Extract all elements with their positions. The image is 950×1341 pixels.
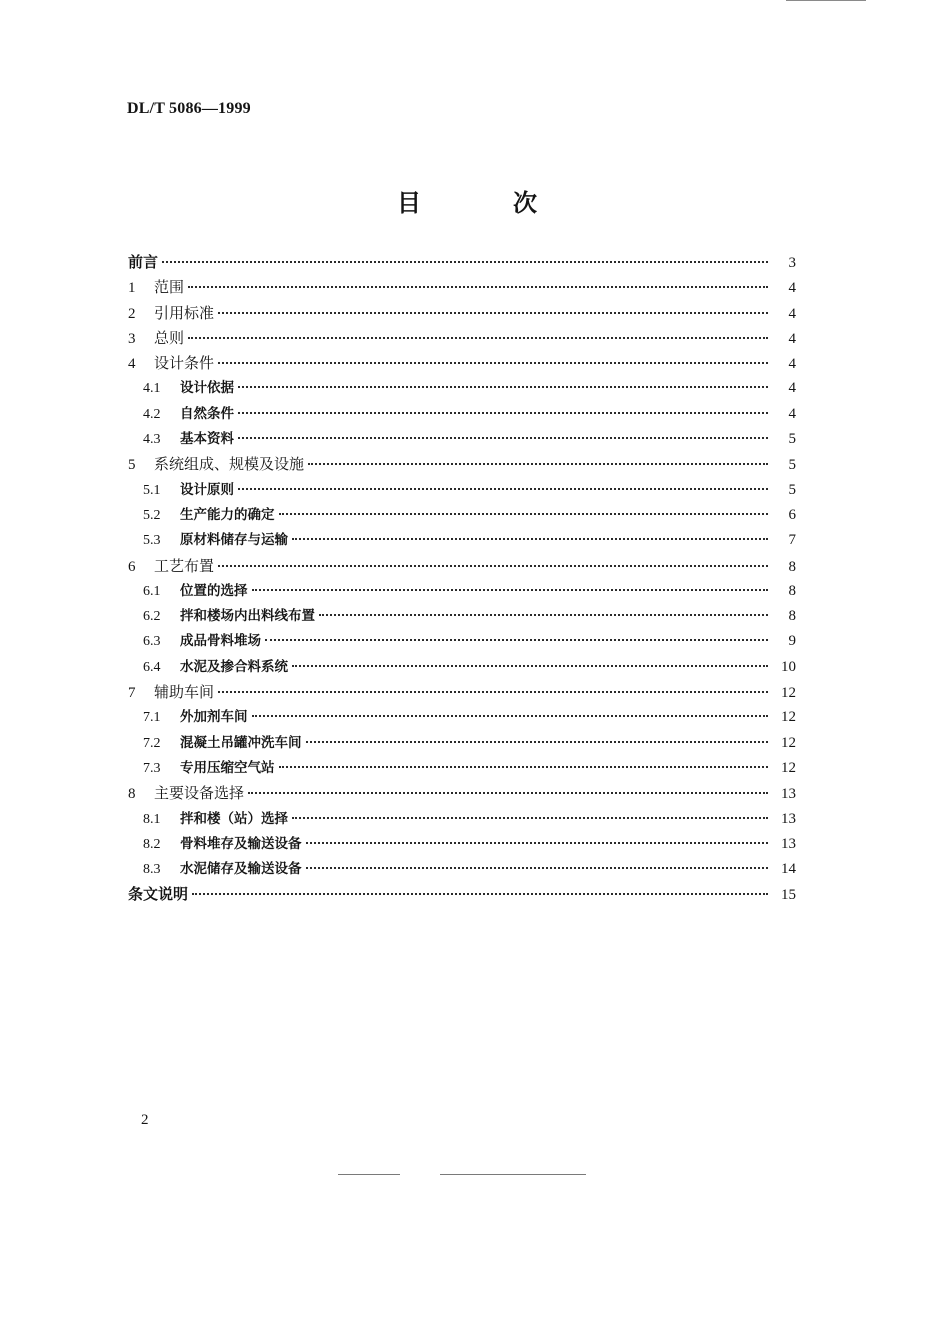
toc-entry-number: 7 (128, 685, 136, 702)
toc-entry-label: 基本资料 (180, 431, 234, 448)
toc-entry-page: 13 (781, 786, 796, 803)
toc-entry-label: 前言 (128, 253, 159, 271)
toc-entry (128, 554, 796, 579)
toc-entry (128, 250, 796, 275)
toc-entry-label: 设计条件 (154, 354, 215, 373)
toc-entry-page: 5 (788, 457, 796, 474)
toc-leader-dots (308, 462, 768, 465)
scan-artifact-line (338, 1174, 400, 1175)
toc-entry (128, 604, 796, 629)
toc-leader-dots (218, 311, 768, 314)
toc-entry (128, 655, 796, 680)
toc-entry-label: 水泥及掺合料系统 (180, 658, 288, 675)
toc-entry-page: 4 (788, 380, 796, 397)
toc-entry (128, 882, 796, 907)
toc-leader-dots (218, 690, 768, 693)
toc-entry-number: 4.1 (143, 381, 161, 397)
toc-entry (128, 731, 796, 756)
toc-entry-page: 4 (788, 330, 796, 347)
toc-entry-page: 7 (788, 532, 796, 549)
toc-entry-number: 5.3 (143, 533, 161, 549)
toc-entry (128, 351, 796, 376)
toc-leader-dots (238, 411, 768, 414)
toc-entry-page: 4 (788, 280, 796, 297)
toc-entry-label: 骨料堆存及输送设备 (180, 835, 302, 852)
toc-entry-number: 7.2 (143, 735, 161, 751)
toc-entry-number: 1 (128, 280, 136, 297)
toc-entry-number: 6 (128, 558, 136, 575)
scan-artifact-line (786, 0, 866, 1)
toc-leader-dots (162, 260, 768, 263)
toc-entry (128, 756, 796, 781)
toc-entry-number: 6.1 (143, 583, 161, 599)
toc-entry-number: 8.1 (143, 811, 161, 827)
toc-entry (128, 781, 796, 806)
toc-entry-number: 8 (128, 786, 136, 803)
toc-entry-number: 6.3 (143, 634, 161, 650)
toc-entry-page: 12 (781, 709, 796, 726)
toc-entry-page: 5 (788, 431, 796, 448)
toc-entry-page: 5 (788, 481, 796, 498)
toc-entry-label: 设计原则 (180, 481, 234, 498)
toc-leader-dots (306, 841, 769, 844)
toc-entry-number: 5.1 (143, 482, 161, 498)
toc-entry (128, 629, 796, 654)
toc-entry (128, 503, 796, 528)
toc-leader-dots (292, 537, 768, 540)
toc-entry-label: 拌和楼场内出料线布置 (180, 608, 315, 625)
toc-entry-number: 4.3 (143, 432, 161, 448)
toc-leader-dots (319, 613, 768, 616)
toc-entry-label: 生产能力的确定 (180, 506, 275, 523)
toc-entry-page: 12 (781, 759, 796, 776)
toc-entry-number: 7.1 (143, 710, 161, 726)
toc-leader-dots (218, 564, 768, 567)
toc-leader-dots (306, 866, 769, 869)
toc-entry-page: 4 (788, 356, 796, 373)
page-title (397, 183, 537, 218)
toc-leader-dots (306, 740, 769, 743)
toc-entry-number: 4 (128, 356, 136, 373)
toc-entry-page: 10 (781, 658, 796, 675)
toc-entry-number: 2 (128, 305, 136, 322)
toc-entry-label: 工艺布置 (154, 556, 215, 575)
toc-entry-label: 水泥储存及输送设备 (180, 861, 302, 878)
toc-entry (128, 402, 796, 427)
toc-entry (128, 705, 796, 730)
toc-entry-label: 原材料储存与运输 (180, 532, 288, 549)
toc-entry (128, 376, 796, 401)
toc-entry-page: 8 (788, 558, 796, 575)
title-char-2: 次 (513, 189, 537, 217)
toc-entry-page: 8 (788, 582, 796, 599)
toc-entry-label: 拌和楼（站）选择 (180, 810, 288, 827)
toc-leader-dots (279, 512, 769, 515)
toc-leader-dots (248, 791, 768, 794)
toc-entry-page: 13 (781, 810, 796, 827)
toc-entry-label: 专用压缩空气站 (180, 759, 275, 776)
toc-entry-label: 辅助车间 (154, 683, 215, 702)
toc-entry (128, 579, 796, 604)
toc-leader-dots (238, 385, 768, 388)
toc-entry-label: 设计依据 (180, 380, 234, 397)
toc-entry-page: 14 (781, 861, 796, 878)
title-char-1: 目 (397, 189, 421, 217)
toc-entry (128, 857, 796, 882)
toc-entry-page: 13 (781, 835, 796, 852)
toc-entry (128, 326, 796, 351)
toc-entry-label: 外加剂车间 (180, 709, 248, 726)
toc-entry-page: 4 (788, 405, 796, 422)
toc-leader-dots (192, 892, 768, 895)
toc-leader-dots (279, 765, 769, 768)
toc-entry-page: 3 (788, 255, 796, 271)
toc-entry-page: 12 (781, 685, 796, 702)
toc-entry-label: 成品骨料堆场 (180, 633, 261, 650)
toc-entry (128, 275, 796, 300)
toc-leader-dots (292, 816, 768, 819)
toc-entry (128, 528, 796, 553)
toc-entry-label: 引用标准 (154, 303, 215, 322)
toc-entry (128, 807, 796, 832)
toc-entry-number: 8.2 (143, 836, 161, 852)
toc-entry (128, 301, 796, 326)
toc-entry-page: 15 (781, 887, 796, 904)
toc-leader-dots (238, 487, 768, 490)
toc-entry-number: 5.2 (143, 507, 161, 523)
toc-entry (128, 478, 796, 503)
toc-leader-dots (188, 285, 768, 288)
toc-entry-number: 3 (128, 330, 136, 347)
scan-artifact-line (440, 1174, 586, 1175)
table-of-contents (128, 250, 796, 908)
toc-entry-label: 总则 (154, 328, 185, 347)
toc-leader-dots (292, 664, 768, 667)
toc-entry-page: 6 (788, 506, 796, 523)
toc-entry (128, 832, 796, 857)
toc-entry-label: 自然条件 (180, 405, 234, 422)
toc-leader-dots (218, 361, 768, 364)
toc-entry-number: 4.2 (143, 406, 161, 422)
toc-entry-label: 混凝土吊罐冲洗车间 (180, 734, 302, 751)
toc-entry-number: 7.3 (143, 760, 161, 776)
toc-entry-page: 8 (788, 608, 796, 625)
toc-leader-dots (238, 436, 768, 439)
toc-entry (128, 427, 796, 452)
toc-leader-dots (188, 336, 768, 339)
toc-entry-number: 5 (128, 457, 136, 474)
toc-entry-number: 8.3 (143, 862, 161, 878)
toc-entry-label: 主要设备选择 (154, 784, 245, 803)
document-code: DL/T 5086—1999 (127, 100, 251, 117)
toc-entry-label: 位置的选择 (180, 582, 248, 599)
toc-entry-page: 4 (788, 305, 796, 322)
toc-entry-number: 6.2 (143, 609, 161, 625)
toc-entry-number: 6.4 (143, 659, 161, 675)
toc-leader-dots (265, 638, 768, 641)
page-number: 2 (141, 1112, 149, 1128)
toc-entry (128, 452, 796, 477)
toc-entry-label: 范围 (154, 278, 185, 297)
toc-leader-dots (252, 714, 769, 717)
toc-entry (128, 680, 796, 705)
toc-leader-dots (252, 588, 769, 591)
toc-entry-label: 条文说明 (128, 885, 189, 904)
toc-entry-page: 12 (781, 734, 796, 751)
toc-entry-label: 系统组成、规模及设施 (154, 455, 305, 474)
toc-entry-page: 9 (788, 633, 796, 650)
